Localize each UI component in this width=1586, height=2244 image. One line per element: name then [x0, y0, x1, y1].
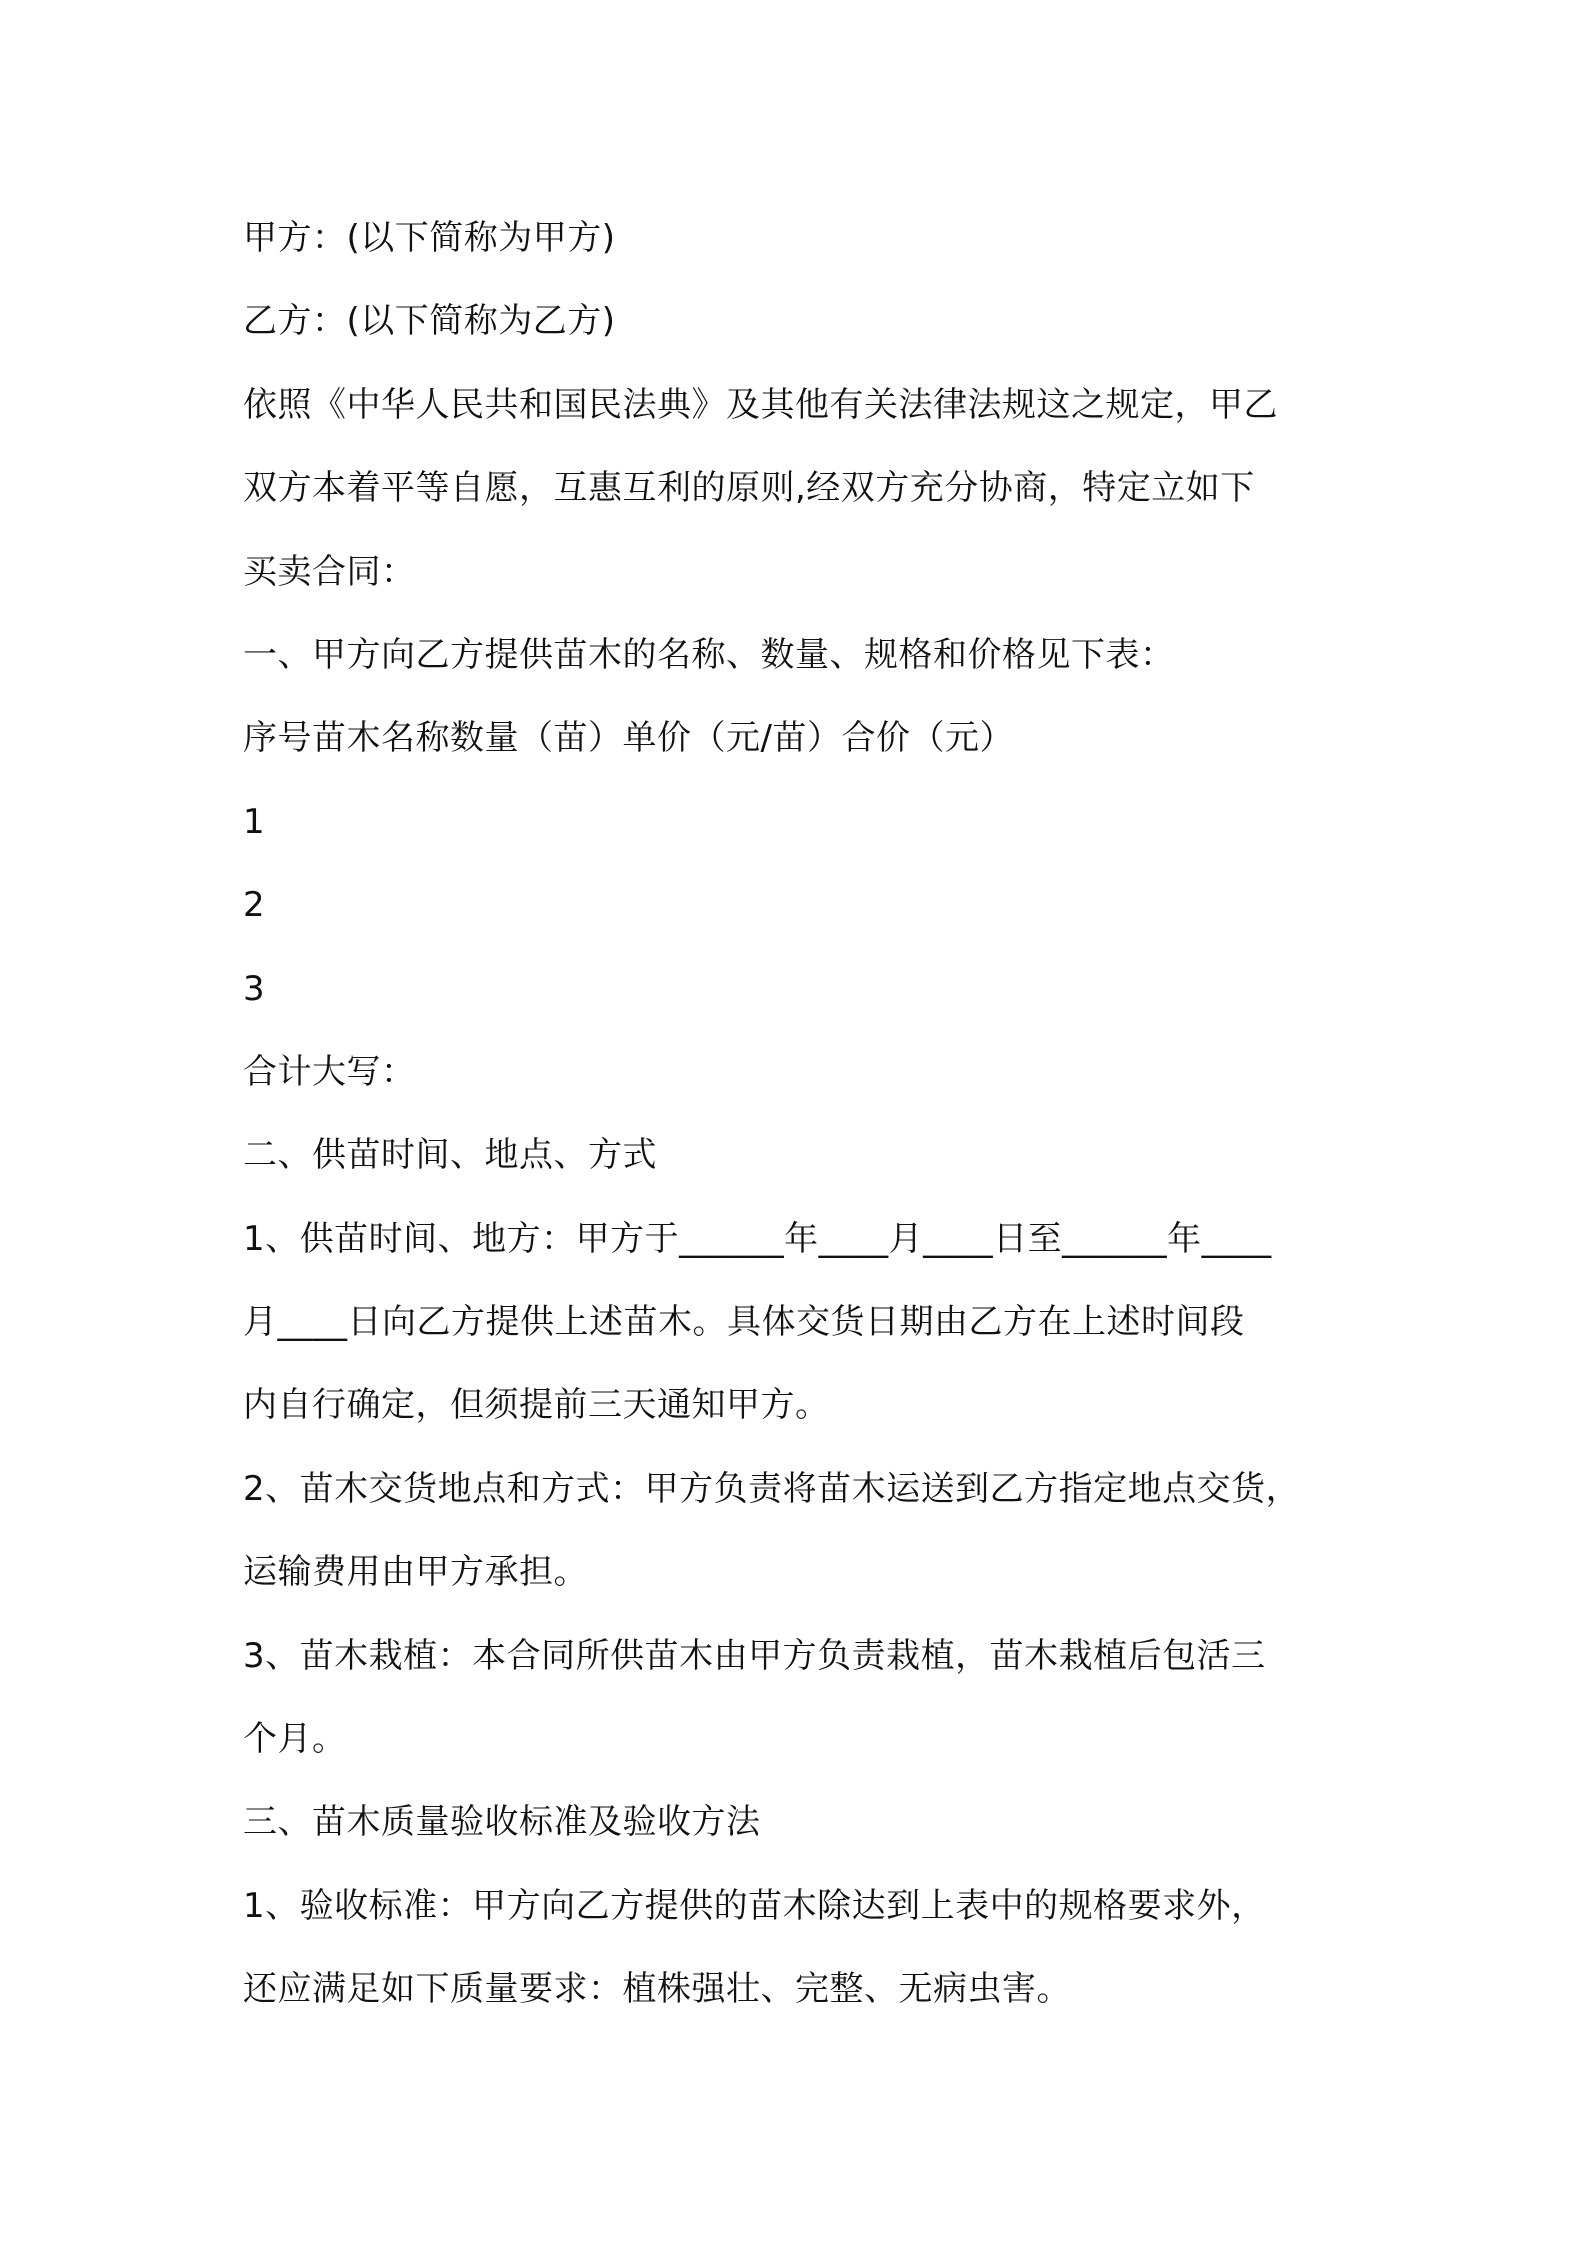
clause-2-3-line-1: 3、苗木栽植：本合同所供苗木由甲方负责栽植，苗木栽植后包活三: [243, 1635, 1266, 1676]
party-b-line: 乙方：(以下简称为乙方): [243, 301, 616, 342]
document-body: [243, 197, 1393, 2032]
clause-2-3-line-2: 个月。: [243, 1719, 347, 1760]
table-row-1: 1: [243, 801, 266, 842]
clause-3-1-line-2: 还应满足如下质量要求：植株强壮、完整、无病虫害。: [243, 1969, 1071, 2010]
clause-2-1-line-2: 月____日向乙方提供上述苗木。具体交货日期由乙方在上述时间段: [243, 1302, 1245, 1343]
table-row-3: 3: [243, 968, 266, 1009]
clause-2-1-line-1: 1、供苗时间、地方：甲方于______年____月____日至______年____: [243, 1218, 1272, 1259]
clause-3-1-line-1: 1、验收标准：甲方向乙方提供的苗木除达到上表中的规格要求外，: [243, 1885, 1266, 1926]
clause-2-2-line-1: 2、苗木交货地点和方式：甲方负责将苗木运送到乙方指定地点交货，: [243, 1468, 1301, 1509]
party-a-line: 甲方：(以下简称为甲方): [243, 218, 616, 258]
preamble-line-1: 依照《中华人民共和国民法典》及其他有关法律法规这之规定，甲乙: [243, 384, 1278, 425]
table-header-line: 序号苗木名称数量（苗）单价（元/苗）合价（元）: [243, 718, 1014, 759]
preamble-line-2: 双方本着平等自愿，互惠互利的原则,经双方充分协商，特定立如下: [243, 468, 1255, 509]
clause-2-1-line-3: 内自行确定，但须提前三天通知甲方。: [243, 1385, 830, 1426]
total-uppercase-line: 合计大写：: [243, 1051, 416, 1092]
section-2-heading: 二、供苗时间、地点、方式: [243, 1135, 657, 1176]
preamble-line-3: 买卖合同：: [243, 551, 416, 592]
section-1-heading: 一、甲方向乙方提供苗木的名称、数量、规格和价格见下表：: [243, 634, 1175, 675]
section-3-heading: 三、苗木质量验收标准及验收方法: [243, 1802, 761, 1843]
table-row-2: 2: [243, 885, 266, 926]
clause-2-2-line-2: 运输费用由甲方承担。: [243, 1552, 588, 1593]
